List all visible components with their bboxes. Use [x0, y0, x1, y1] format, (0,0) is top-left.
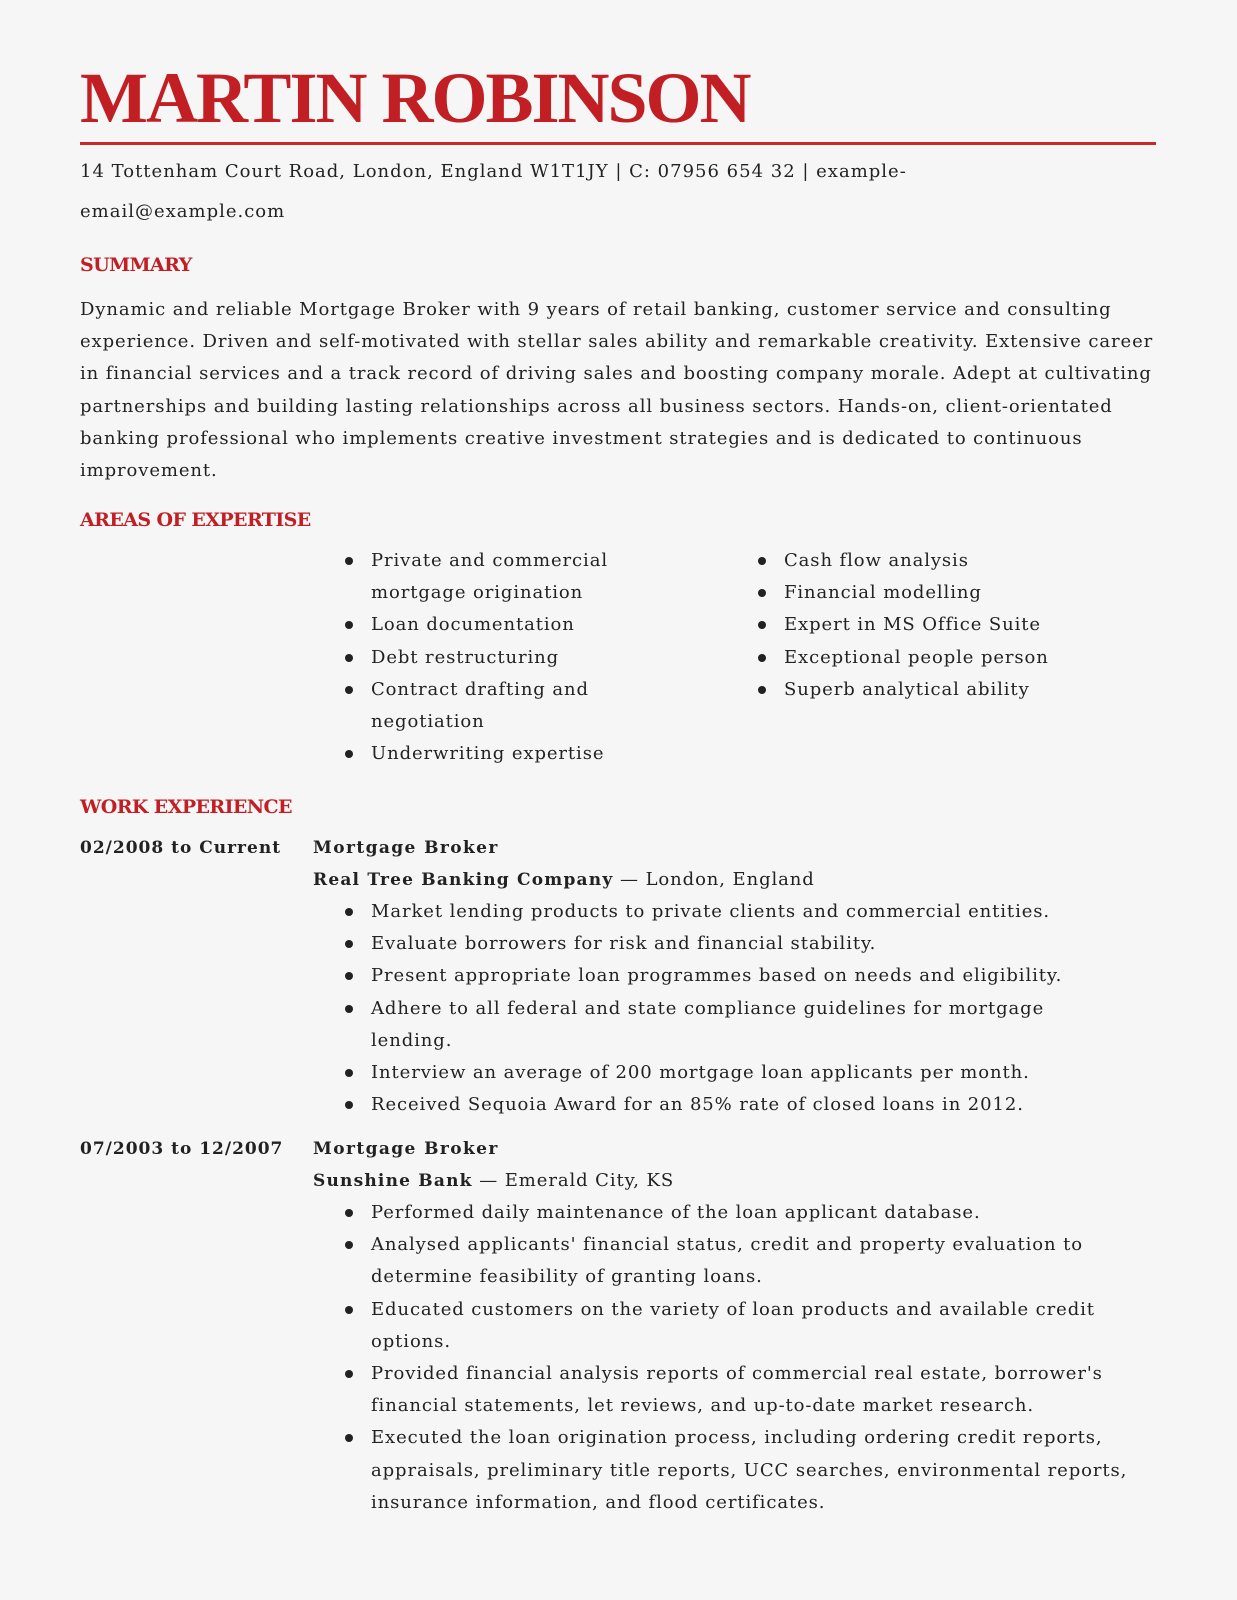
- candidate-name: MARTIN ROBINSON: [80, 58, 750, 138]
- job-company: Real Tree Banking Company: [313, 870, 614, 890]
- job-company-line: [313, 1165, 674, 1197]
- job-bullet: Market lending products to private clients and commercial entities.: [345, 896, 1125, 928]
- expertise-item: Underwriting expertise: [345, 738, 645, 770]
- expertise-item: Contract drafting and negotiation: [345, 674, 645, 738]
- contact-info: 14 Tottenham Court Road, London, England W1T1JY | C: 07956 654 32 | example-email@example.com: [80, 161, 907, 222]
- job-bullet: Performed daily maintenance of the loan applicant database.: [345, 1197, 1135, 1229]
- summary-text: Dynamic and reliable Mortgage Broker with 9 years of retail banking, customer service and consulting experience. Driven and self-motivated with stellar sales ability and remarkable creativity. Extensive career in financial services and a track record of driving sales and boosting company morale. Adept at cultivating partnerships and building lasting relationships across all business sectors. Hands-on, client-orientated banking professional who implements creative investment strategies and is dedicated to continuous improvement.: [80, 299, 1154, 482]
- job-dates: 07/2003 to 12/2007: [80, 1139, 284, 1159]
- expertise-list-left: [345, 545, 645, 770]
- company-separator: —: [613, 869, 646, 890]
- expertise-heading: AREAS OF EXPERTISE: [80, 509, 311, 531]
- job-bullet: Interview an average of 200 mortgage loan applicants per month.: [345, 1057, 1125, 1089]
- job-company: Sunshine Bank: [313, 1171, 473, 1191]
- expertise-item: Exceptional people person: [758, 642, 1138, 674]
- expertise-item: Loan documentation: [345, 609, 645, 641]
- job-bullet: Analysed applicants' financial status, credit and property evaluation to determine feasibility of granting loans.: [345, 1229, 1135, 1293]
- job-bullet: Provided financial analysis reports of commercial real estate, borrower's financial statements, let reviews, and up-to-date market research.: [345, 1358, 1135, 1422]
- expertise-list-right: [758, 545, 1138, 706]
- job-bullet: Educated customers on the variety of loan products and available credit options.: [345, 1294, 1135, 1358]
- summary-heading: SUMMARY: [80, 254, 192, 276]
- job-bullet: Evaluate borrowers for risk and financial stability.: [345, 928, 1125, 960]
- job-bullet: Adhere to all federal and state compliance guidelines for mortgage lending.: [345, 993, 1125, 1057]
- job-dates: 02/2008 to Current: [80, 838, 282, 858]
- job-bullet: Present appropriate loan programmes based on needs and eligibility.: [345, 960, 1125, 992]
- expertise-item: Private and commercial mortgage origination: [345, 545, 645, 609]
- expertise-item: Superb analytical ability: [758, 674, 1138, 706]
- experience-heading: WORK EXPERIENCE: [80, 796, 292, 818]
- header-divider: [80, 142, 1156, 145]
- expertise-item: Cash flow analysis: [758, 545, 1138, 577]
- job-title: Mortgage Broker: [313, 1139, 499, 1159]
- job-location: Emerald City, KS: [504, 1170, 675, 1191]
- job-bullet: Executed the loan origination process, including ordering credit reports, appraisals, preliminary title reports, UCC searches, environmental reports, insurance information, and flood certificates.: [345, 1422, 1135, 1519]
- job-title: Mortgage Broker: [313, 838, 499, 858]
- expertise-item: Expert in MS Office Suite: [758, 609, 1138, 641]
- job-location: London, England: [645, 869, 815, 890]
- expertise-item: Financial modelling: [758, 577, 1138, 609]
- job-bullets: [345, 1197, 1135, 1519]
- company-separator: —: [472, 1170, 505, 1191]
- job-company-line: [313, 864, 815, 896]
- job-bullet: Received Sequoia Award for an 85% rate of closed loans in 2012.: [345, 1089, 1125, 1121]
- expertise-item: Debt restructuring: [345, 642, 645, 674]
- job-bullets: [345, 896, 1125, 1121]
